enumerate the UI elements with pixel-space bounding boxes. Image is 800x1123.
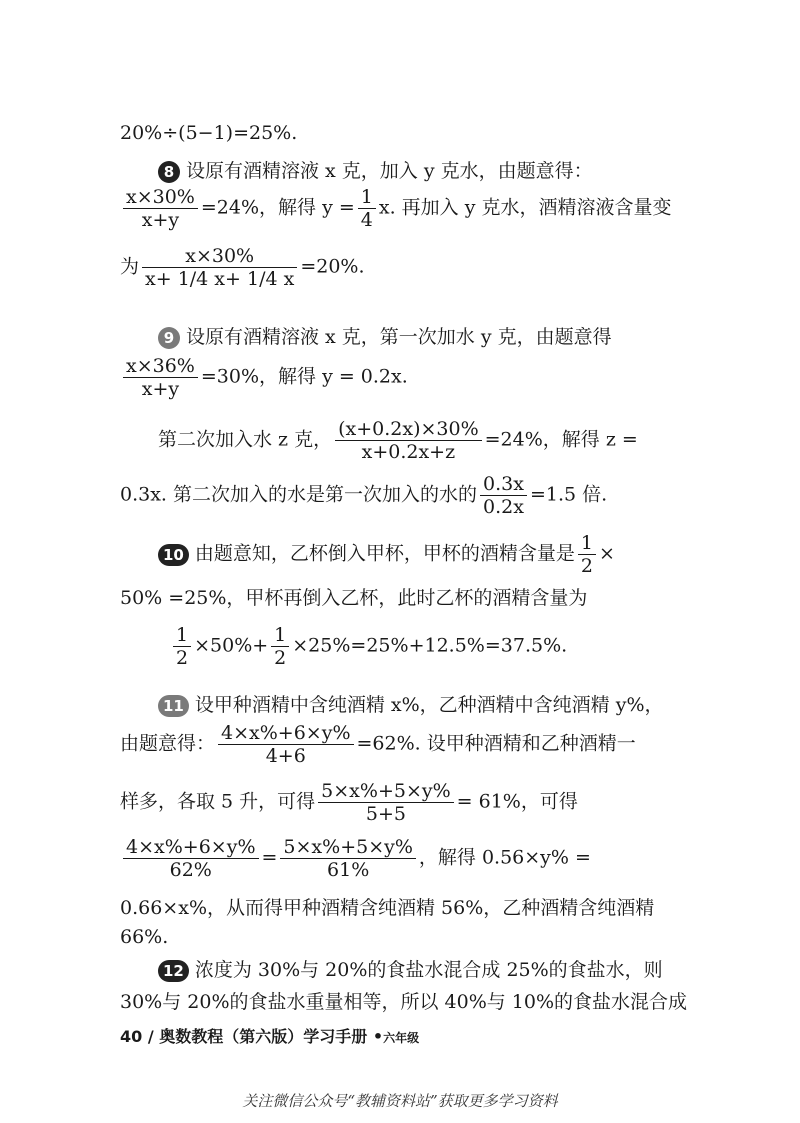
fraction (318, 780, 454, 825)
fraction (142, 245, 297, 290)
watermark-text: 关注微信公众号“教辅资料站”获取更多学习资料 (242, 1092, 558, 1110)
numerator: 1 (271, 624, 289, 647)
fraction (480, 473, 527, 518)
text: =20%. (300, 255, 365, 278)
text: =24%，解得 z = (484, 428, 638, 451)
text: 66%. (120, 926, 169, 948)
text: ×25%=25%+12.5%=37.5%. (292, 634, 568, 657)
numerator: 0.3x (480, 473, 527, 496)
problem-9-line-3 (158, 418, 724, 463)
denominator: 61% (327, 859, 370, 881)
numerator: 4×x%+6×y% (218, 722, 354, 745)
problem-11-line-6 (120, 926, 686, 948)
page-footer (120, 1024, 419, 1047)
problem-10-line-2 (120, 583, 686, 610)
problem-number-badge: 9 (158, 327, 180, 349)
numerator: x×30% (142, 245, 297, 268)
problem-number-badge: 12 (158, 960, 189, 982)
denominator: 4+6 (265, 745, 306, 767)
problem-11-line-4 (120, 836, 686, 881)
text: 由题意知，乙杯倒入甲杯，甲杯的酒精含量是 (194, 542, 575, 565)
text: 为 (120, 255, 140, 278)
problem-11-line-1 (158, 690, 724, 717)
problem-8-line-3 (120, 245, 686, 290)
fraction (123, 186, 198, 231)
denominator: 4 (360, 209, 373, 231)
text: ，解得 0.56×y% = (418, 846, 591, 869)
fraction (335, 418, 482, 463)
fraction (218, 722, 354, 767)
denominator: x+0.2x+z (361, 441, 456, 463)
text: =30%，解得 y = 0.2x. (200, 365, 408, 388)
text: =62%. 设甲种酒精和乙种酒精一 (356, 732, 636, 755)
fraction (578, 532, 596, 577)
problem-8-line-1 (158, 156, 724, 183)
numerator: 1 (578, 532, 596, 555)
fraction (173, 624, 191, 669)
numerator: 4×x%+6×y% (123, 836, 259, 859)
problem-12-line-2 (120, 987, 686, 1014)
numerator: 1 (358, 186, 376, 209)
problem-11-line-5 (120, 893, 686, 920)
denominator: x+y (141, 209, 180, 231)
numerator: x×30% (123, 186, 198, 209)
text: 20%÷(5−1)=25%. (120, 122, 298, 144)
problem-8-line-2 (120, 186, 686, 231)
fraction (358, 186, 376, 231)
problem-9-line-1 (158, 322, 724, 349)
text: 设甲种酒精中含纯酒精 x%，乙种酒精中含纯酒精 y%， (194, 694, 664, 716)
problem-12-line-1 (158, 955, 724, 982)
problem-11-line-3 (120, 780, 686, 825)
numerator: x×36% (123, 355, 198, 378)
denominator: x+ 1/4 x+ 1/4 x (145, 268, 295, 290)
fraction (123, 355, 198, 400)
text: = (261, 846, 278, 869)
text: ×50%+ (194, 634, 269, 657)
text: =1.5 倍. (529, 483, 608, 506)
denominator: 62% (169, 859, 212, 881)
denominator: x+y (141, 378, 180, 400)
text: 浓度为 30%与 20%的食盐水混合成 25%的食盐水，则 (194, 959, 663, 981)
problem-number-badge: 11 (158, 695, 189, 717)
text: 设原有酒精溶液 x 克，加入 y 克水，由题意得： (186, 160, 593, 182)
problem-9-line-4 (120, 473, 686, 518)
numerator: 1 (173, 624, 191, 647)
numerator: 5×x%+5×y% (280, 836, 416, 859)
numerator: (x+0.2x)×30% (335, 418, 482, 441)
text: x. 再加入 y 克水，酒精溶液含量变 (378, 196, 672, 219)
denominator: 2 (274, 647, 287, 669)
fraction (280, 836, 416, 881)
text: 0.3x. 第二次加入的水是第一次加入的水的 (120, 483, 478, 506)
text: =24%，解得 y = (200, 196, 355, 219)
text: 30%与 20%的食盐水重量相等，所以 40%与 10%的食盐水混合成 (120, 991, 688, 1013)
problem-number-badge: 10 (158, 544, 189, 566)
answer-line-7-end (120, 122, 686, 144)
grade-label: 六年级 (383, 1031, 420, 1045)
text: 样多，各取 5 升，可得 (120, 790, 316, 813)
problem-10-line-1 (158, 532, 724, 577)
text: 50% =25%，甲杯再倒入乙杯，此时乙杯的酒精含量为 (120, 587, 588, 609)
problem-number-badge: 8 (158, 161, 180, 183)
text: × (598, 542, 615, 565)
text: 0.66×x%，从而得甲种酒精含纯酒精 56%，乙种酒精含纯酒精 (120, 897, 655, 919)
fraction (271, 624, 289, 669)
problem-11-line-2 (120, 722, 686, 767)
fraction (123, 836, 259, 881)
denominator: 2 (176, 647, 189, 669)
text: = 61%，可得 (456, 790, 578, 813)
text: 由题意得： (120, 732, 216, 755)
denominator: 5+5 (365, 803, 406, 825)
problem-9-line-2 (120, 355, 686, 400)
text: 第二次加入水 z 克， (158, 428, 333, 451)
denominator: 2 (580, 555, 593, 577)
page-number-title: 40 / 奥数教程（第六版）学习手册 • (120, 1027, 384, 1046)
problem-10-equation (170, 624, 736, 669)
denominator: 0.2x (483, 496, 524, 518)
text: 设原有酒精溶液 x 克，第一次加水 y 克，由题意得 (186, 326, 612, 348)
numerator: 5×x%+5×y% (318, 780, 454, 803)
